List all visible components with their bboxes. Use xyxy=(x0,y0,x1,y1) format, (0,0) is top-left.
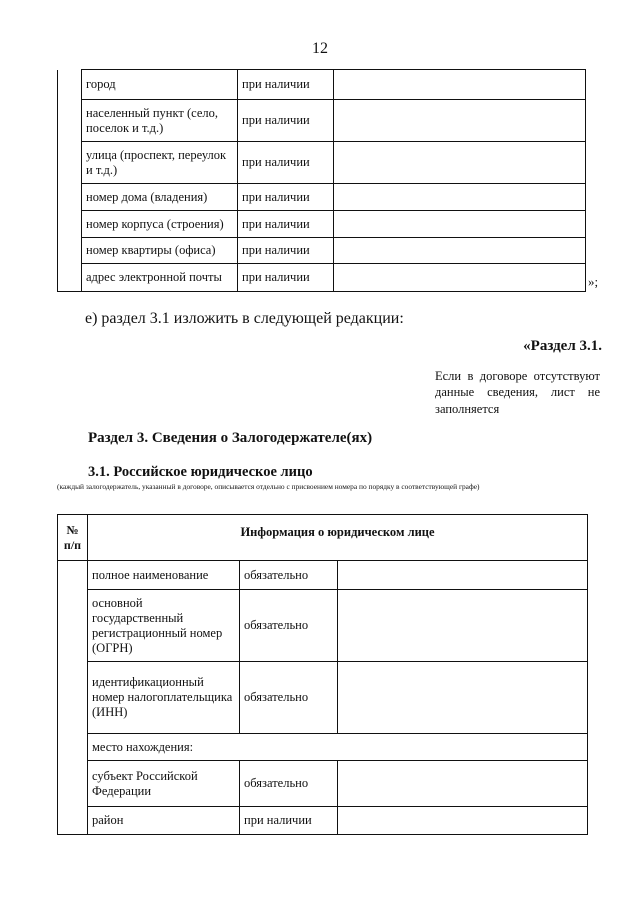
table-row xyxy=(58,734,588,761)
field-name: город xyxy=(82,70,238,100)
number-cell xyxy=(58,761,88,807)
table-row xyxy=(58,211,586,238)
section-heading: «Раздел 3.1. xyxy=(523,338,602,354)
subsection-note: (каждый залогодержатель, указанный в договоре, описывается отдельно с присвоением номера по порядку в соответствующей графе) xyxy=(57,482,480,491)
field-requirement: обязательно xyxy=(240,590,338,662)
field-name: улица (проспект, переулок и т.д.) xyxy=(82,142,238,184)
number-cell xyxy=(58,561,88,590)
address-table xyxy=(57,69,586,292)
number-cell xyxy=(58,264,82,292)
table-row xyxy=(58,100,586,142)
page-number: 12 xyxy=(312,40,328,57)
value-cell xyxy=(334,264,586,292)
number-cell xyxy=(58,142,82,184)
value-cell xyxy=(338,590,588,662)
table-row xyxy=(58,662,588,734)
field-name: номер корпуса (строения) xyxy=(82,211,238,238)
number-cell xyxy=(58,734,88,761)
value-cell xyxy=(338,807,588,835)
field-name: идентификационный номер налогоплательщика (ИНН) xyxy=(88,662,240,734)
value-cell xyxy=(334,238,586,264)
number-cell xyxy=(58,211,82,238)
table-header xyxy=(58,515,588,561)
header-number: № п/п xyxy=(58,515,88,561)
table-row xyxy=(58,590,588,662)
subsection-title: 3.1. Российское юридическое лицо xyxy=(88,464,313,480)
field-requirement: при наличии xyxy=(240,807,338,835)
table-row xyxy=(58,184,586,211)
field-requirement: при наличии xyxy=(238,211,334,238)
value-cell xyxy=(334,70,586,100)
closing-quote: »; xyxy=(588,274,599,289)
value-cell xyxy=(338,761,588,807)
field-name: субъект Российской Федерации xyxy=(88,761,240,807)
number-cell xyxy=(58,238,82,264)
value-cell xyxy=(334,211,586,238)
field-requirement: при наличии xyxy=(238,70,334,100)
table-row xyxy=(58,70,586,100)
field-requirement: при наличии xyxy=(238,142,334,184)
number-cell xyxy=(58,662,88,734)
field-name: район xyxy=(88,807,240,835)
value-cell xyxy=(338,561,588,590)
table-row xyxy=(58,561,588,590)
number-cell xyxy=(58,807,88,835)
section-note: Если в договоре отсутствуют данные сведения, лист не заполняется xyxy=(435,369,600,416)
field-name: номер дома (владения) xyxy=(82,184,238,211)
field-requirement: обязательно xyxy=(240,561,338,590)
field-requirement: при наличии xyxy=(238,238,334,264)
field-name: полное наименование xyxy=(88,561,240,590)
value-cell xyxy=(334,100,586,142)
section-title: Раздел 3. Сведения о Залогодержателе(ях) xyxy=(88,430,373,446)
number-cell xyxy=(58,590,88,662)
table-row xyxy=(58,761,588,807)
field-name: номер квартиры (офиса) xyxy=(82,238,238,264)
number-cell xyxy=(58,100,82,142)
table-row xyxy=(58,142,586,184)
value-cell xyxy=(334,184,586,211)
field-name: адрес электронной почты xyxy=(82,264,238,292)
table-row xyxy=(58,807,588,835)
field-requirement: при наличии xyxy=(238,184,334,211)
legal-entity-table xyxy=(57,514,588,835)
header-info: Информация о юридическом лице xyxy=(88,515,588,561)
instruction-text: е) раздел 3.1 изложить в следующей редакции: xyxy=(85,310,404,327)
field-requirement: обязательно xyxy=(240,761,338,807)
number-cell xyxy=(58,70,82,100)
field-requirement: при наличии xyxy=(238,264,334,292)
field-name: основной государственный регистрационный номер (ОГРН) xyxy=(88,590,240,662)
field-name: населенный пункт (село, поселок и т.д.) xyxy=(82,100,238,142)
table-row xyxy=(58,264,586,292)
field-requirement: обязательно xyxy=(240,662,338,734)
field-requirement: при наличии xyxy=(238,100,334,142)
value-cell xyxy=(334,142,586,184)
number-cell xyxy=(58,184,82,211)
table-row xyxy=(58,238,586,264)
location-label: место нахождения: xyxy=(88,734,588,761)
value-cell xyxy=(338,662,588,734)
